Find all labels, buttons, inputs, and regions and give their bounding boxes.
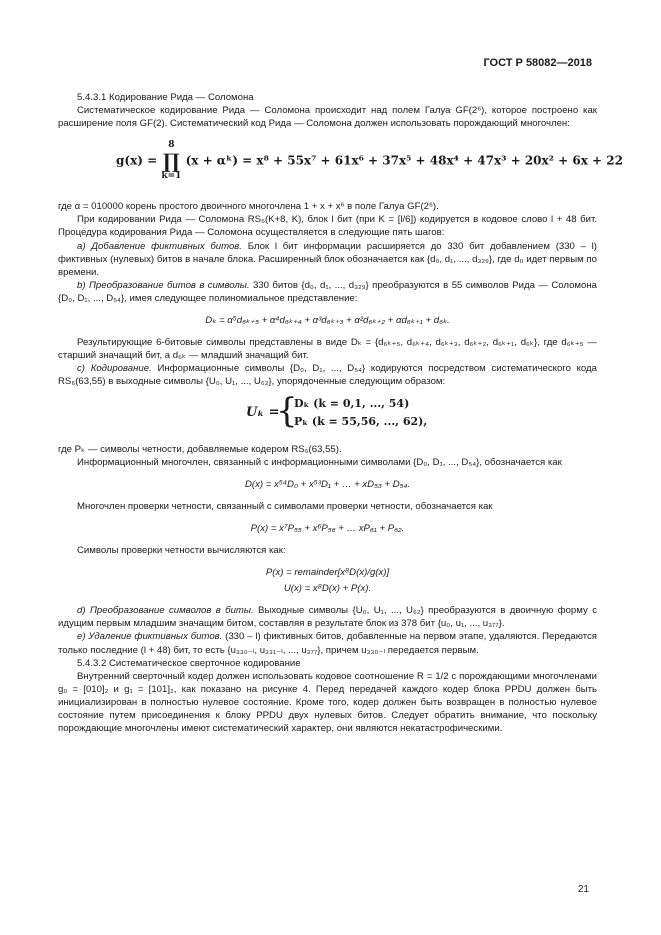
product-symbol: ∏ bbox=[162, 149, 180, 174]
paragraph-intro: Систематическое кодирование Рида — Соломона происходит над полем Галуа GF(2⁶), которое построено как расширение поля GF(2). Систематический код Рида — Соломона должен использовать порождающий многочлен: bbox=[58, 105, 597, 130]
step-a-text: Блок l бит информации расширяется до 330 бит добавлением (330 – l) фиктивных (нулевых) битов в начале блока. Расширенный блок обозначается как {d₀, d₁, ..., d₃₂₉}, где d₀ идет первым по времени. bbox=[58, 240, 597, 278]
formula-uk-lhs: Uₖ = bbox=[246, 404, 280, 420]
paragraph-parity-poly: Многочлен проверки четности, связанный с символами проверки четности, обозначается как bbox=[77, 500, 493, 512]
product-lower: k=1 bbox=[161, 171, 182, 182]
step-a bbox=[58, 240, 597, 279]
formula-px: P(x) = x⁷P₅₅ + x⁶P₅₆ + … xP₆₁ + P₆₂. bbox=[250, 522, 405, 534]
paragraph-procedure: При кодировании Рида — Соломона RS₆(K+8, K), блок l бит (при K = [l/6]) кодируется в кодовое слово l + 48 бит. Процедура кодирования Рида — Соломона осуществляется в следующие пять шагов: bbox=[58, 214, 597, 239]
paragraph-symbols: Результирующие 6-битовые символы представлены в виде Dₖ = {d₆ₖ₊₅, d₆ₖ₊₄, d₆ₖ₊₃, d₆ₖ₊₂, d₆ₖ₊₁, d₆ₖ}, где d₆ₖ₊₅ — старший значащий бит, а d₆ₖ — младший значащий бит. bbox=[58, 337, 597, 362]
page-number: 21 bbox=[577, 884, 589, 895]
formula-dk: Dₖ = α⁵d₆ₖ₊₅ + α⁴d₆ₖ₊₄ + α³d₆ₖ₊₃ + α²d₆ₖ₊₂ + αd₆ₖ₊₁ + d₆ₖ. bbox=[205, 315, 450, 327]
step-b-text: 330 битов {d₀, d₁, ..., d₃₂₉} преобразуются в 55 символов Рида — Соломона {D₀, D₁, ..., D₅₄}, имея следующее полиномиальное представление: bbox=[58, 279, 597, 304]
section2-heading: 5.4.3.2 Систематическое сверточное кодирование bbox=[77, 657, 301, 669]
step-b bbox=[58, 279, 597, 305]
step-c-text: Информационные символы {D₀, D₁, ..., D₅₄} кодируются посредством систематического кода RS₆(63,55) в выходные символы {U₀, U₁, ..., U₆₂}, упорядоченные следующим образом: bbox=[58, 363, 597, 388]
document-body bbox=[58, 91, 623, 735]
step-e bbox=[58, 630, 597, 656]
step-a-label: а) Добавление фиктивных битов. bbox=[77, 240, 242, 252]
section-heading: 5.4.3.1 Кодирование Рида — Соломона bbox=[77, 92, 254, 103]
paragraph-convolutional: Внутренний сверточный кодер должен использовать кодовое соотношение R = 1/2 с порождающими многочленами g₀ = [010]₂ и g₁ = [101]₂, как показано на рисунке 4. Перед передачей каждого кодер блока PPDU должен быть инициализирован в полностью нулевое состояние. Кроме того, кодер должен быть возвращен в полностью нулевое состояние путем присоединения к блоку PPDU двух нулевых битов. Следует обратить внимание, что поскольку порождающие многочлены имеют систематический характер, они являются некатастрофическими. bbox=[58, 670, 597, 735]
step-c-label: c) Кодирование. bbox=[77, 363, 152, 375]
step-d bbox=[58, 604, 597, 630]
step-c bbox=[58, 362, 597, 388]
step-d-text: Выходные символы {U₀, U₁, ..., U₆₂} преобразуются в двоичную форму с идущим первым младшим значащим битом, составляя в результате блок из 378 бит {u₀, u₁, ..., u₃₇₇}. bbox=[58, 605, 597, 630]
document-header: ГОСТ Р 58082—2018 bbox=[483, 57, 592, 69]
formula-uk-row2: Pₖ (k = 55,56, ..., 62), bbox=[294, 414, 428, 428]
paragraph-parity: где Pₖ — символы четности, добавляемые кодером RS₆(63,55). bbox=[58, 443, 342, 455]
step-e-label: e) Удаление фиктивных битов. bbox=[77, 631, 223, 643]
formula-uk-row1: Dₖ (k = 0,1, ..., 54) bbox=[294, 396, 410, 410]
formula-uk-brace: { bbox=[276, 390, 298, 431]
formula-ux: U(x) = x⁸D(x) + P(x). bbox=[283, 583, 372, 595]
formula-g-rhs: (x + αᵏ) = x⁸ + 55x⁷ + 61x⁶ + 37x⁵ + 48x⁴ + 47x³ + 20x² + 6x + 22 bbox=[185, 153, 623, 168]
formula-uk-system bbox=[58, 390, 597, 439]
product-operator bbox=[161, 140, 181, 182]
step-d-label: d) Преобразование символов в биты. bbox=[77, 605, 254, 617]
paragraph-alpha: где α = 010000 корень простого двоичного многочлена 1 + x + x⁶ в поле Галуа GF(2⁶). bbox=[58, 201, 439, 213]
step-e-text: (330 – l) фиктивных битов, добавленные на первом этапе, удаляются. Передаются только последние (l + 48) бит, то есть {u₃₃₀₋ₗ, u₃₃₁₋ₗ, ..., u₃₇₇}, причем u₃₃₀₋ₗ передается первым. bbox=[58, 631, 597, 656]
formula-remainder: P(x) = remainder[x⁸D(x)/g(x)] bbox=[265, 567, 390, 579]
formula-dx: D(x) = x⁵⁴D₀ + x⁵³D₁ + … + xD₅₃ + D₅₄. bbox=[245, 478, 410, 490]
formula-g-lhs: g(x) = bbox=[116, 153, 158, 168]
paragraph-parity-calc: Символы проверки четности вычисляются как: bbox=[77, 544, 286, 556]
generator-polynomial-formula bbox=[58, 136, 623, 198]
step-b-label: b) Преобразование битов в символы. bbox=[77, 279, 250, 291]
product-upper: 8 bbox=[168, 140, 175, 151]
paragraph-info-poly: Информационный многочлен, связанный с информационными символами {D₀, D₁, ..., D₅₄}, обозначается как bbox=[77, 456, 562, 468]
